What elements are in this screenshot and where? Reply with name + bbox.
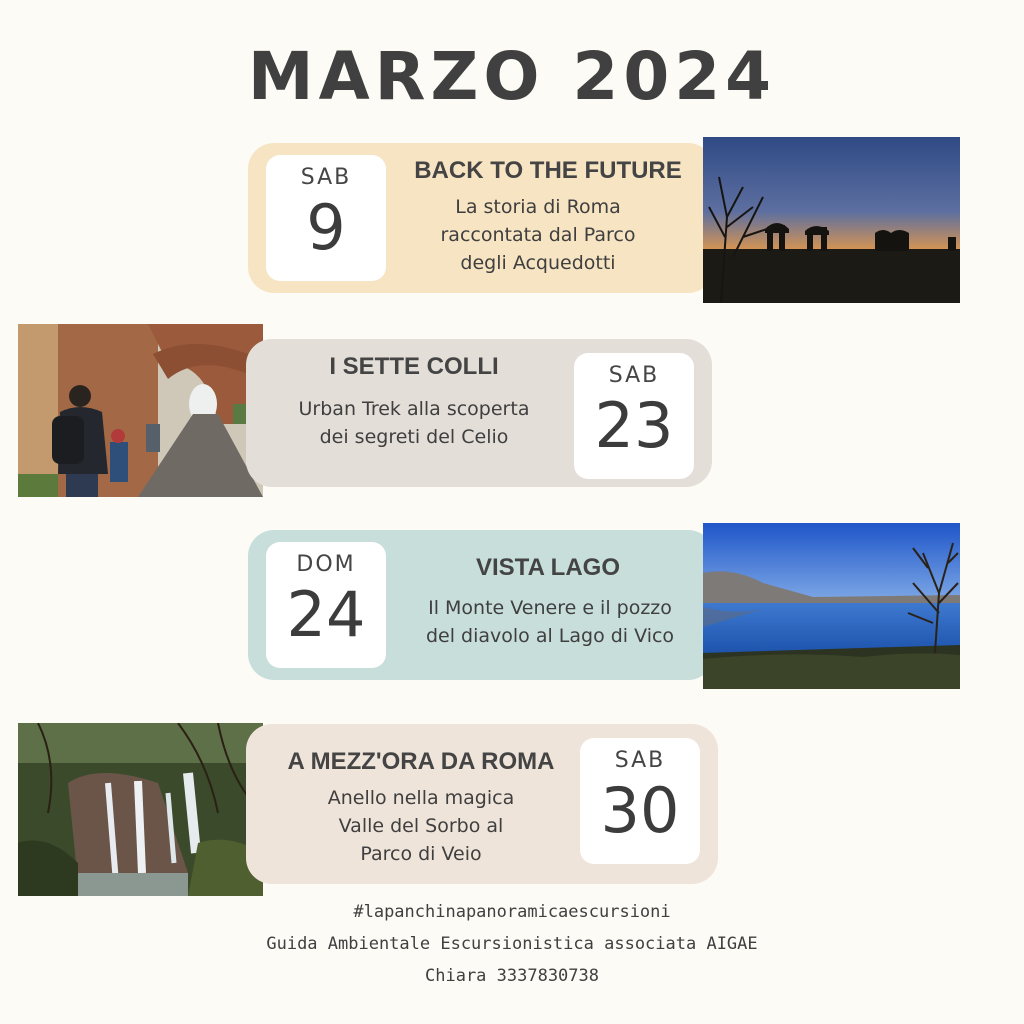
- event-card-1[interactable]: [248, 143, 714, 293]
- event-title: VISTA LAGO: [476, 554, 620, 581]
- event-card-4[interactable]: [246, 724, 718, 884]
- description-line: raccontata dal Parco: [440, 224, 636, 246]
- aqueduct-sunset-photo: [703, 137, 960, 303]
- guide-credit: Guida Ambientale Escursionistica associata AIGAE: [266, 934, 758, 954]
- date-box: [266, 542, 386, 668]
- event-description: [398, 193, 678, 277]
- description-line: La storia di Roma: [455, 196, 621, 218]
- event-description: [276, 784, 566, 868]
- day-number: 9: [306, 191, 346, 264]
- description-line: Il Monte Venere e il pozzo: [428, 597, 672, 619]
- day-of-week: DOM: [296, 552, 356, 577]
- event-title: BACK TO THE FUTURE: [414, 157, 682, 184]
- day-number: 24: [286, 578, 366, 651]
- description-line: Parco di Veio: [360, 843, 482, 865]
- date-box: [574, 353, 694, 479]
- date-box: [266, 155, 386, 281]
- day-of-week: SAB: [614, 748, 666, 773]
- event-title: I SETTE COLLI: [329, 353, 499, 380]
- description-line: del diavolo al Lago di Vico: [425, 625, 675, 647]
- event-title: A MEZZ'ORA DA ROMA: [287, 748, 555, 775]
- day-of-week: SAB: [608, 363, 660, 388]
- waterfall-photo: [18, 723, 263, 896]
- description-line: Urban Trek alla scoperta: [298, 398, 530, 420]
- hashtag: #lapanchinapanoramicaescursioni: [353, 902, 671, 922]
- lake-photo: [703, 523, 960, 689]
- event-description: [392, 594, 708, 650]
- description-line: degli Acquedotti: [460, 252, 616, 274]
- description-line: Anello nella magica: [327, 787, 515, 809]
- arched-street-photo: [18, 324, 263, 497]
- contact-info: Chiara 3337830738: [425, 966, 599, 986]
- event-card-3[interactable]: [248, 530, 714, 680]
- event-description: [254, 395, 574, 451]
- day-number: 23: [594, 389, 674, 462]
- page-title: MARZO 2024: [247, 38, 777, 115]
- description-line: dei segreti del Celio: [319, 426, 509, 448]
- day-of-week: SAB: [300, 165, 352, 190]
- date-box: [580, 738, 700, 864]
- event-card-2[interactable]: [246, 339, 712, 487]
- day-number: 30: [600, 774, 680, 847]
- description-line: Valle del Sorbo al: [338, 815, 504, 837]
